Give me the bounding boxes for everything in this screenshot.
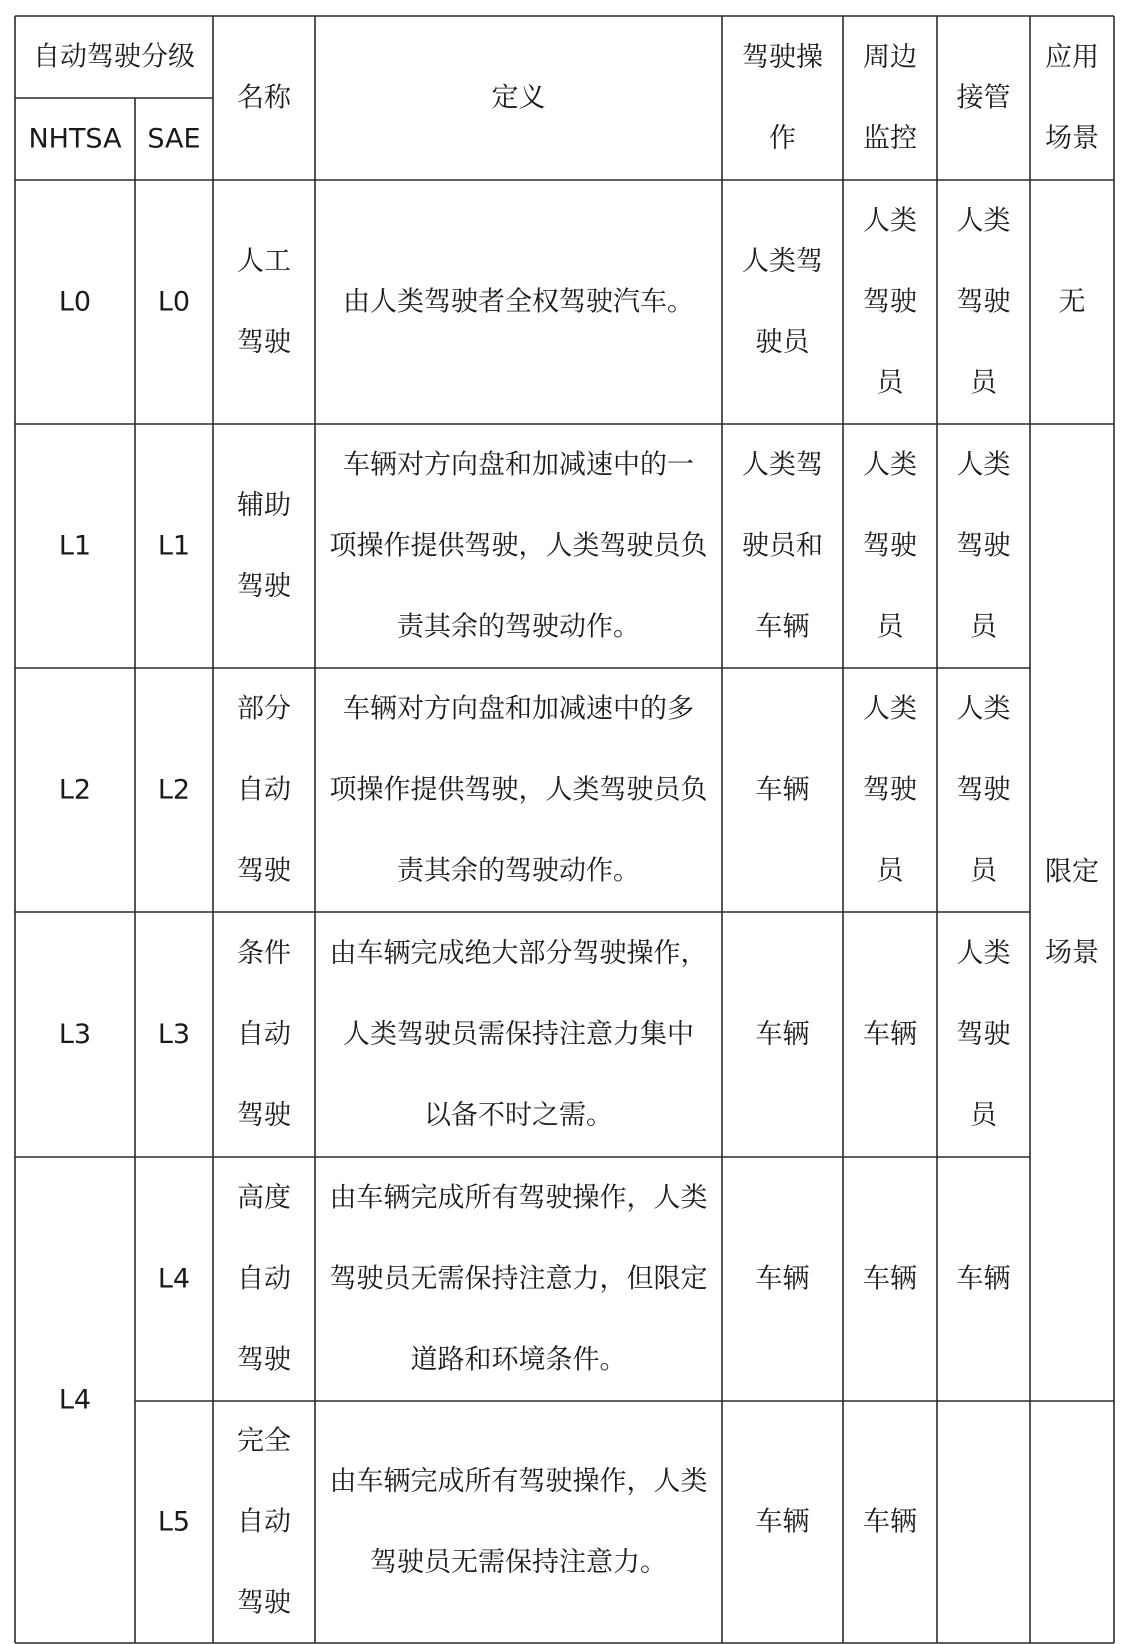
cell-takeover: 驾驶 bbox=[956, 1019, 1011, 1050]
cell-definition: 责其余的驾驶动作。 bbox=[397, 611, 640, 643]
table-grid bbox=[15, 16, 1114, 1643]
cell-definition: 以备不时之需。 bbox=[424, 1100, 613, 1131]
cell-takeover: 驾驶 bbox=[956, 530, 1011, 562]
cell-monitoring: 车辆 bbox=[863, 1506, 917, 1538]
cell-monitoring: 驾驶 bbox=[863, 286, 917, 318]
table-text bbox=[28, 42, 1099, 1619]
cell-monitoring: 人类 bbox=[863, 449, 917, 481]
cell-sae: L3 bbox=[157, 1019, 191, 1050]
cell-definition: 车辆对方向盘和加减速中的一 bbox=[343, 449, 694, 481]
header-definition: 定义 bbox=[491, 82, 546, 114]
cell-definition: 道路和环境条件。 bbox=[410, 1344, 627, 1376]
cell-definition: 项操作提供驾驶，人类驾驶员负 bbox=[329, 530, 708, 562]
cell-takeover: 驾驶 bbox=[956, 286, 1011, 318]
cell-monitoring: 人类 bbox=[863, 693, 917, 725]
cell-takeover: 员 bbox=[970, 367, 997, 399]
cell-name: 条件 bbox=[237, 938, 291, 969]
cell-name: 驾驶 bbox=[237, 571, 291, 602]
header-operation: 驾驶操 bbox=[742, 42, 823, 73]
cell-name: 驾驶 bbox=[237, 855, 291, 887]
cell-definition: 由车辆完成所有驾驶操作，人类 bbox=[329, 1466, 708, 1497]
cell-name: 驾驶 bbox=[237, 1344, 291, 1376]
cell-name: 自动 bbox=[237, 774, 291, 806]
cell-operation: 人类驾 bbox=[742, 449, 823, 481]
header-sae: SAE bbox=[147, 123, 201, 155]
header-takeover: 接管 bbox=[956, 82, 1011, 114]
cell-name: 驾驶 bbox=[237, 327, 291, 358]
cell-scenario-limited: 限定 bbox=[1045, 856, 1099, 888]
cell-scenario: 无 bbox=[1058, 286, 1086, 318]
cell-takeover: 驾驶 bbox=[956, 774, 1011, 806]
cell-takeover: 员 bbox=[970, 855, 997, 887]
cell-nhtsa: L0 bbox=[58, 286, 92, 318]
cell-operation: 人类驾 bbox=[742, 246, 823, 277]
cell-monitoring: 驾驶 bbox=[863, 774, 917, 806]
cell-definition: 项操作提供驾驶，人类驾驶员负 bbox=[329, 774, 708, 806]
cell-monitoring: 员 bbox=[876, 611, 904, 643]
cell-scenario-limited: 场景 bbox=[1045, 937, 1099, 969]
cell-name: 人工 bbox=[237, 246, 291, 277]
cell-sae: L5 bbox=[157, 1506, 191, 1538]
cell-operation: 车辆 bbox=[755, 1019, 810, 1050]
cell-operation: 车辆 bbox=[755, 611, 810, 643]
cell-monitoring: 员 bbox=[876, 855, 904, 887]
header-monitoring: 周边 bbox=[863, 42, 917, 73]
cell-nhtsa: L3 bbox=[58, 1019, 92, 1050]
cell-operation: 车辆 bbox=[755, 1263, 810, 1295]
cell-takeover: 人类 bbox=[956, 205, 1011, 237]
header-nhtsa: NHTSA bbox=[28, 123, 122, 155]
cell-name: 驾驶 bbox=[237, 1587, 291, 1619]
header-scenario: 应用 bbox=[1045, 42, 1099, 73]
cell-takeover: 员 bbox=[970, 1100, 997, 1131]
cell-name: 高度 bbox=[237, 1182, 291, 1214]
cell-operation: 车辆 bbox=[755, 774, 810, 806]
cell-takeover: 人类 bbox=[956, 449, 1011, 481]
cell-nhtsa: L2 bbox=[58, 774, 92, 806]
cell-monitoring: 驾驶 bbox=[863, 530, 917, 562]
cell-takeover: 人类 bbox=[956, 693, 1011, 725]
cell-sae: L0 bbox=[157, 286, 191, 318]
cell-takeover: 车辆 bbox=[956, 1263, 1011, 1295]
cell-monitoring: 车辆 bbox=[863, 1019, 917, 1050]
header-name: 名称 bbox=[237, 82, 291, 114]
cell-name: 完全 bbox=[237, 1425, 291, 1457]
cell-monitoring: 车辆 bbox=[863, 1263, 917, 1295]
cell-sae: L1 bbox=[157, 530, 191, 562]
cell-nhtsa: L4 bbox=[58, 1384, 92, 1416]
cell-takeover: 人类 bbox=[956, 938, 1011, 969]
header-scenario: 场景 bbox=[1045, 123, 1099, 154]
header-monitoring: 监控 bbox=[863, 123, 917, 154]
cell-name: 自动 bbox=[237, 1506, 291, 1538]
cell-monitoring: 人类 bbox=[863, 205, 917, 237]
cell-definition: 责其余的驾驶动作。 bbox=[397, 855, 640, 887]
cell-monitoring: 员 bbox=[876, 367, 904, 399]
cell-sae: L4 bbox=[157, 1263, 191, 1295]
cell-name: 自动 bbox=[237, 1019, 291, 1050]
cell-definition: 由车辆完成所有驾驶操作，人类 bbox=[329, 1182, 708, 1214]
cell-operation: 车辆 bbox=[755, 1506, 810, 1538]
cell-definition: 由车辆完成绝大部分驾驶操作， bbox=[329, 938, 708, 969]
cell-name: 辅助 bbox=[237, 490, 291, 521]
cell-sae: L2 bbox=[157, 774, 191, 806]
header-operation: 作 bbox=[769, 123, 796, 154]
header-level-group: 自动驾驶分级 bbox=[33, 41, 195, 73]
cell-takeover: 员 bbox=[970, 611, 997, 643]
cell-definition: 由人类驾驶者全权驾驶汽车。 bbox=[343, 286, 694, 318]
cell-name: 部分 bbox=[237, 693, 291, 725]
cell-name: 自动 bbox=[237, 1263, 291, 1295]
cell-definition: 驾驶员无需保持注意力。 bbox=[370, 1547, 667, 1578]
cell-operation: 驶员和 bbox=[742, 530, 823, 562]
cell-definition: 车辆对方向盘和加减速中的多 bbox=[343, 693, 694, 725]
cell-operation: 驶员 bbox=[755, 327, 810, 358]
cell-nhtsa: L1 bbox=[58, 530, 92, 562]
cell-definition: 人类驾驶员需保持注意力集中 bbox=[343, 1019, 694, 1050]
cell-name: 驾驶 bbox=[237, 1100, 291, 1131]
cell-definition: 驾驶员无需保持注意力，但限定 bbox=[329, 1263, 708, 1295]
